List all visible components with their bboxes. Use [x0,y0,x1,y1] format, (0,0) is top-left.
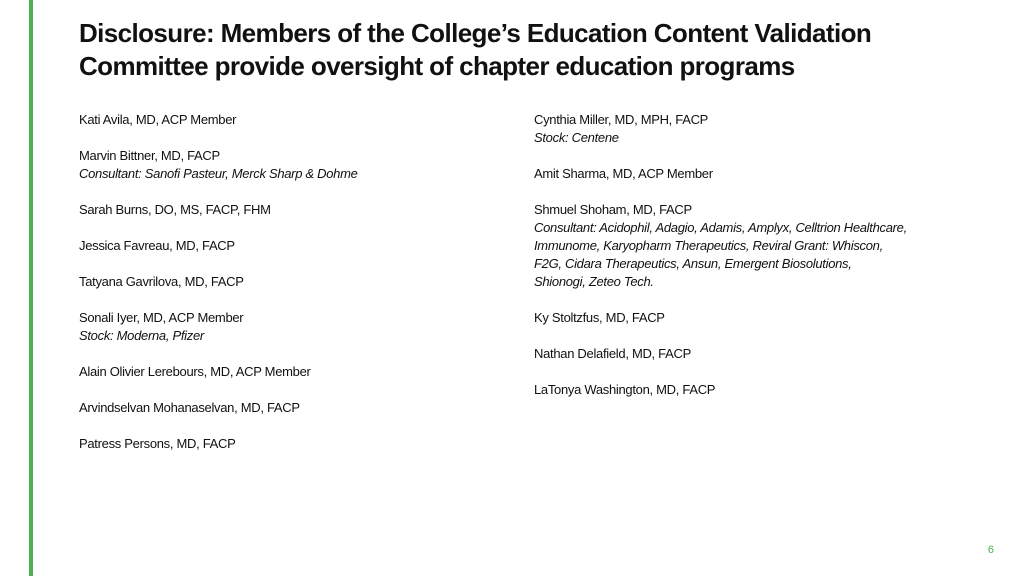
committee-member-entry [79,399,499,417]
committee-member-entry [534,381,994,399]
member-disclosure: Consultant: Sanofi Pasteur, Merck Sharp & Dohme [79,166,358,181]
member-name: Amit Sharma, MD, ACP Member [534,166,713,181]
member-disclosure: Immunome, Karyopharm Therapeutics, Reviral Grant: Whiscon, [534,238,883,253]
member-disclosure: Stock: Moderna, Pfizer [79,328,204,343]
member-name: Marvin Bittner, MD, FACP [79,148,220,163]
committee-member-entry [79,201,499,219]
committee-member-entry [79,363,499,381]
member-name: Ky Stoltzfus, MD, FACP [534,310,665,325]
accent-bar [29,0,33,576]
slide-title [79,17,979,83]
committee-member-entry [79,273,499,291]
committee-member-entry [534,111,994,147]
member-disclosure: F2G, Cidara Therapeutics, Ansun, Emergent Biosolutions, [534,256,852,271]
right-member-column [534,111,994,417]
committee-member-entry [534,165,994,183]
member-name: Jessica Favreau, MD, FACP [79,238,235,253]
committee-member-entry [534,345,994,363]
member-name: Shmuel Shoham, MD, FACP [534,202,692,217]
member-name: LaTonya Washington, MD, FACP [534,382,716,397]
slide-title-line-1: Disclosure: Members of the College’s Education Content Validation [79,18,872,48]
committee-member-entry [79,237,499,255]
member-name: Patress Persons, MD, FACP [79,436,236,451]
member-disclosure: Stock: Centene [534,130,619,145]
member-name: Nathan Delafield, MD, FACP [534,346,691,361]
member-disclosure: Shionogi, Zeteo Tech. [534,274,654,289]
committee-member-entry [534,309,994,327]
committee-member-entry [79,147,499,183]
member-name: Kati Avila, MD, ACP Member [79,112,237,127]
member-name: Tatyana Gavrilova, MD, FACP [79,274,244,289]
member-disclosure: Consultant: Acidophil, Adagio, Adamis, Amplyx, Celltrion Healthcare, [534,220,907,235]
slide-title-line-2: Committee provide oversight of chapter education programs [79,51,795,81]
member-name: Sarah Burns, DO, MS, FACP, FHM [79,202,271,217]
committee-member-entry [79,111,499,129]
member-name: Alain Olivier Lerebours, MD, ACP Member [79,364,311,379]
slide-number: 6 [987,544,994,556]
committee-member-entry [79,309,499,345]
member-name: Arvindselvan Mohanaselvan, MD, FACP [79,400,300,415]
member-name: Sonali Iyer, MD, ACP Member [79,310,244,325]
member-name: Cynthia Miller, MD, MPH, FACP [534,112,709,127]
committee-member-entry [534,201,994,291]
left-member-column [79,111,499,471]
committee-member-entry [79,435,499,453]
